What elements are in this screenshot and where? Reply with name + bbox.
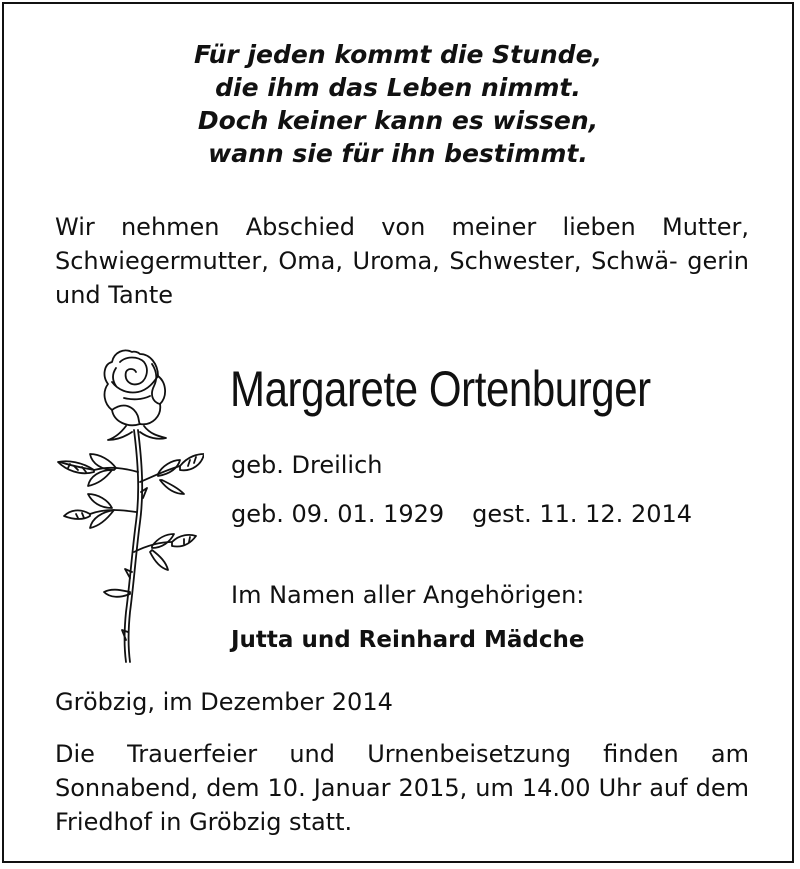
deceased-name: Margarete Ortenburger [230,361,651,417]
poem-line: wann sie für ihn bestimmt. [208,139,588,168]
family-names: Jutta und Reinhard Mädche [231,627,585,653]
rose-icon [54,342,204,667]
death-date: gest. 11. 12. 2014 [472,500,693,528]
service-info: Die Trauerfeier und Urnenbeisetzung finden am Sonnabend, dem 10. Januar 2015, um 14.00 Uhr auf dem Friedhof in Gröbzig statt. [55,740,749,836]
poem-line: die ihm das Leben nimmt. [215,73,581,102]
place-date: Gröbzig, im Dezember 2014 [55,688,393,716]
life-dates [231,500,692,528]
memorial-poem [4,38,792,170]
poem-line: Doch keiner kann es wissen, [197,106,599,135]
birth-date: geb. 09. 01. 1929 [231,500,445,528]
family-label: Im Namen aller Angehörigen: [231,581,585,609]
obituary-notice [2,2,794,863]
poem-line: Für jeden kommt die Stunde, [193,40,603,69]
maiden-name: geb. Dreilich [231,451,383,479]
farewell-intro: Wir nehmen Abschied von meiner lieben Mutter, Schwiegermutter, Oma, Uroma, Schwester, Schwä- gerin und Tante [55,213,749,309]
